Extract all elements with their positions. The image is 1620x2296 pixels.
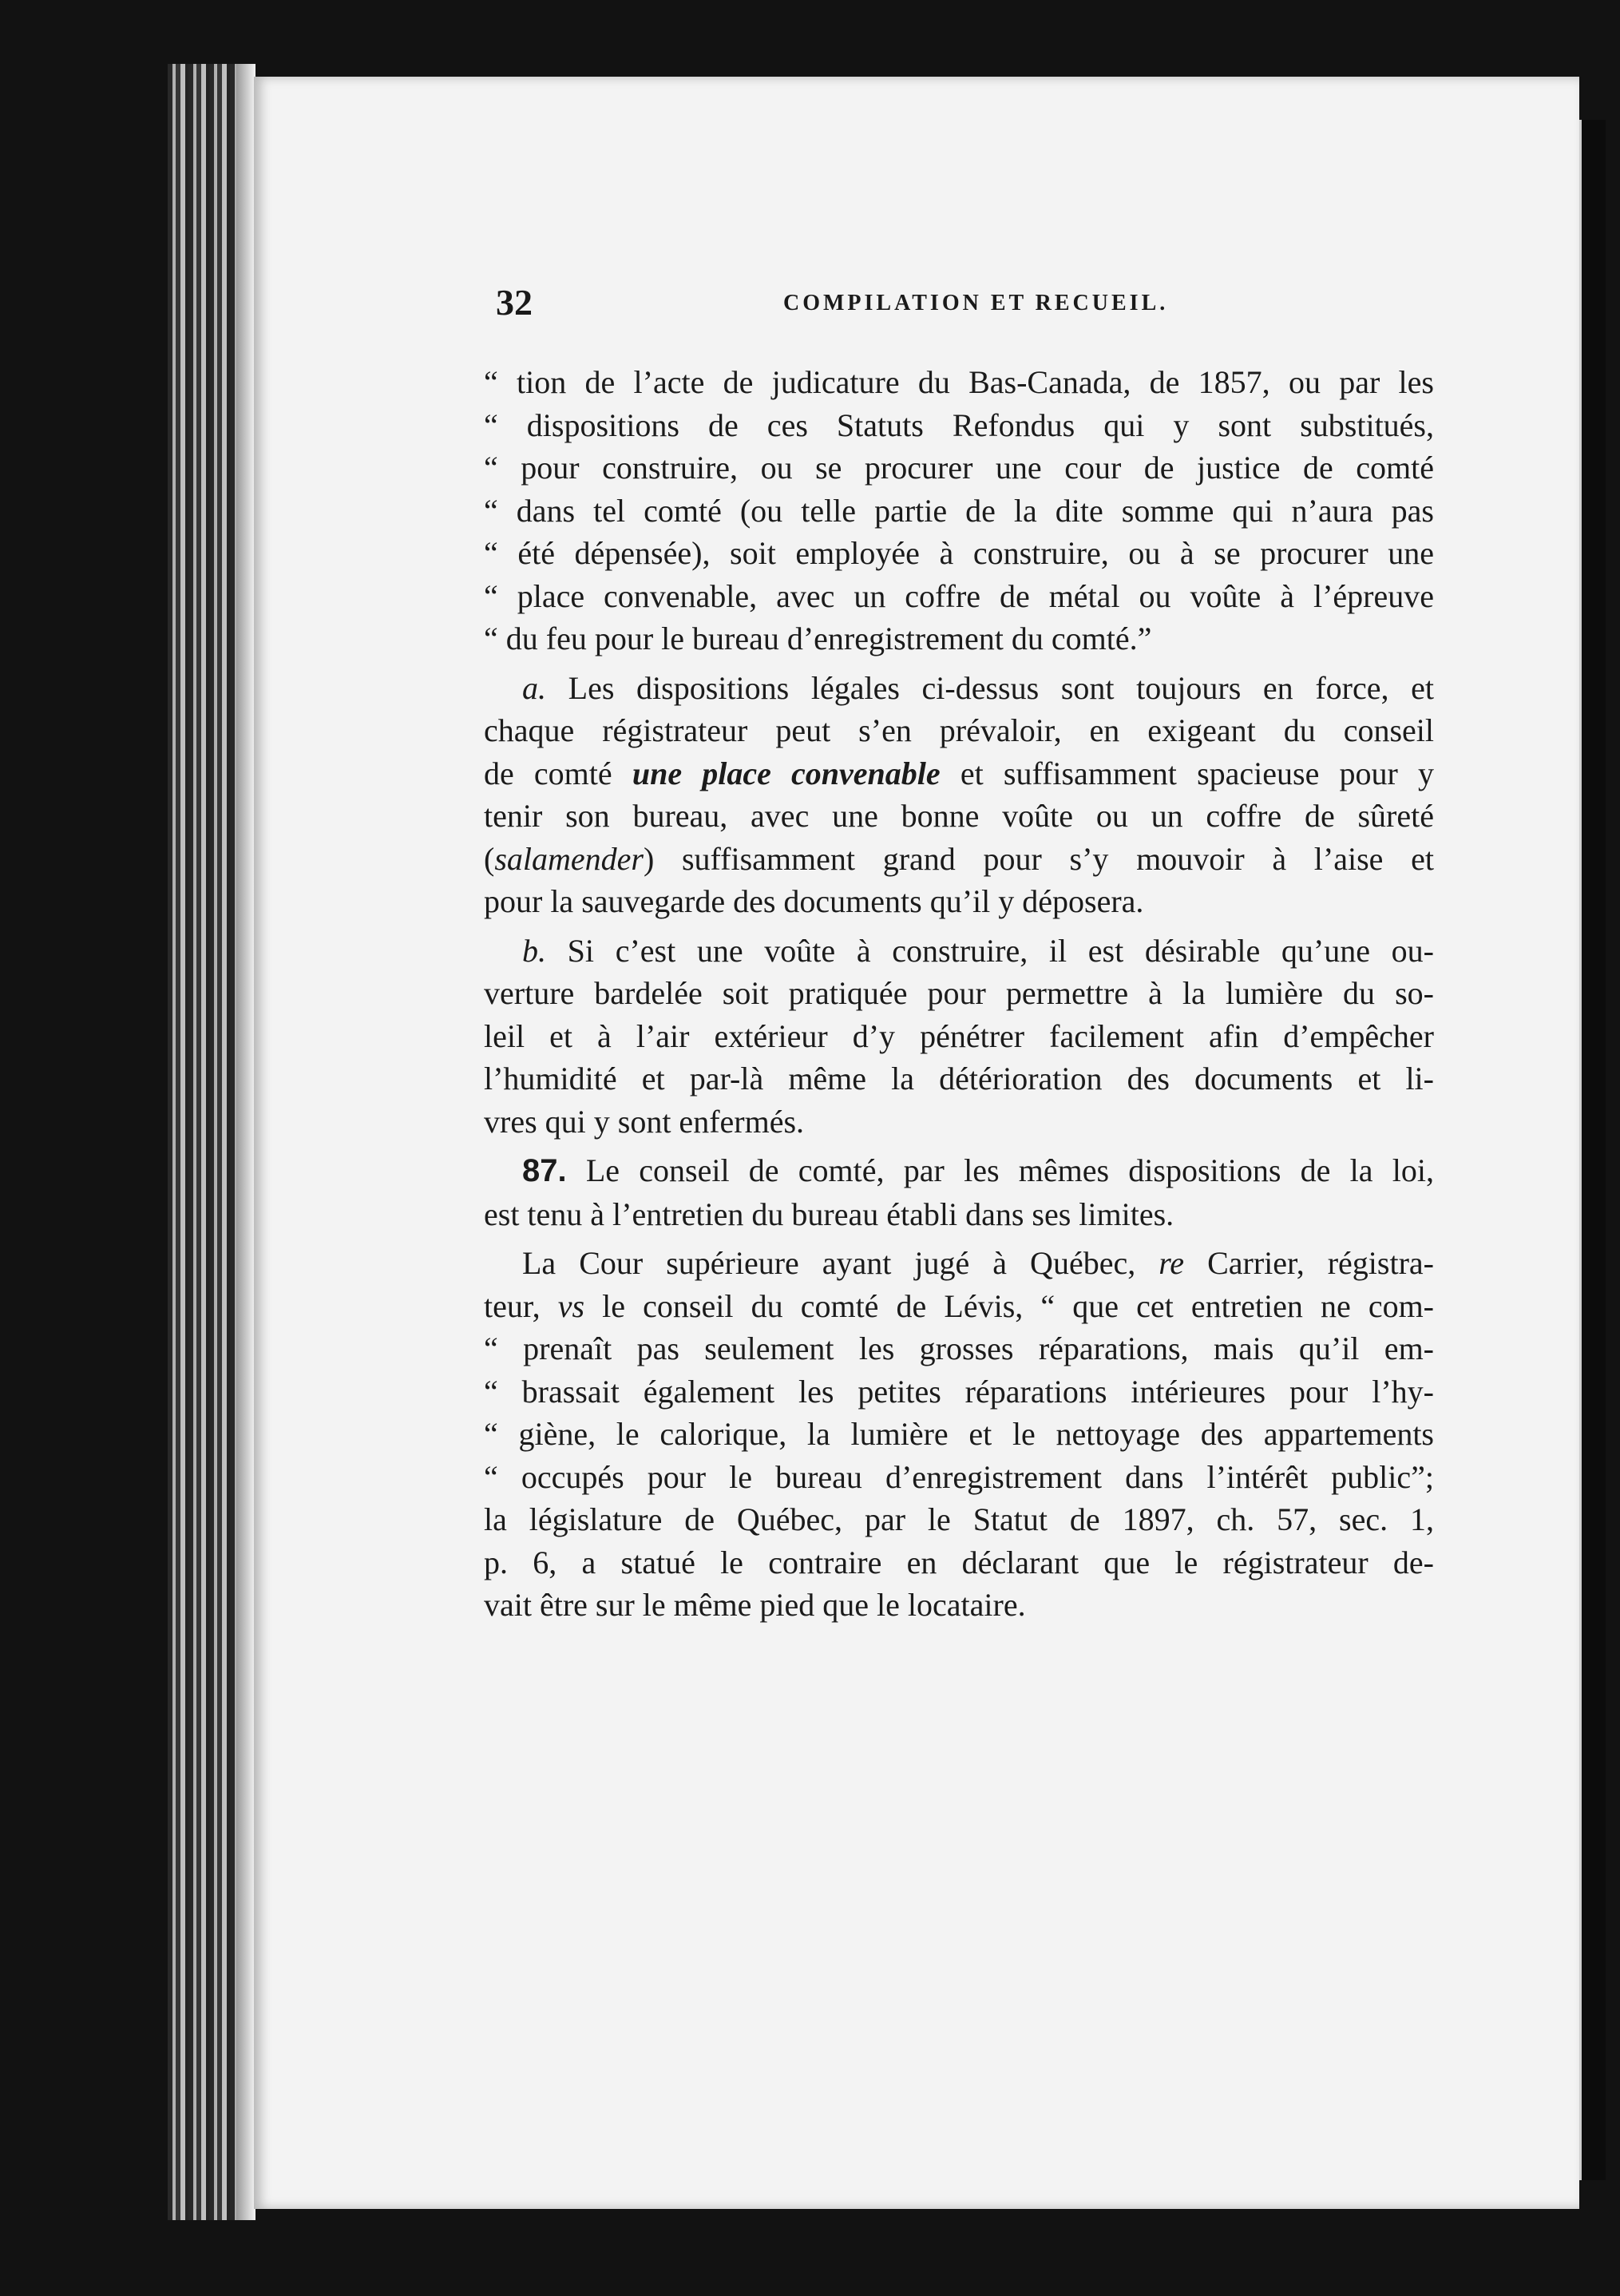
paragraph-court-decision (484, 1242, 1434, 1627)
text-span: La Cour supérieure ayant jugé à Québec, (522, 1245, 1159, 1281)
text-line: leil et à l’air extérieur d’y pénétrer facilement afin d’empêcher (484, 1017, 1434, 1054)
text-span: ( (484, 840, 495, 877)
text-line: “ occupés pour le bureau d’enregistrement dans l’intérêt public”; (484, 1458, 1434, 1495)
text-line (484, 752, 1434, 795)
text-span: Les dispositions légales ci-dessus sont toujours en force, et (546, 669, 1434, 706)
text-line: “ tion de l’acte de judicature du Bas-Canada, de 1857, ou par les (484, 364, 1434, 400)
text-line: chaque régistrateur peut s’en prévaloir, en exigeant du conseil (484, 712, 1434, 748)
text-line: “ prenaît pas seulement les grosses réparations, mais qu’il em- (484, 1330, 1434, 1366)
paragraph-label: a. (522, 669, 546, 706)
text-span: teur, (484, 1287, 558, 1324)
text-line (484, 1149, 1434, 1193)
text-span: Carrier, régistra- (1184, 1245, 1434, 1281)
italic-word: re (1159, 1245, 1185, 1281)
text-line: “ giène, le calorique, la lumière et le nettoyage des appartements (484, 1416, 1434, 1452)
text-span: de comté (484, 755, 632, 791)
text-line: pour la sauvegarde des documents qu’il y déposera. (484, 883, 1144, 919)
text-line: verture bardelée soit pratiquée pour permettre à la lumière du so- (484, 975, 1434, 1011)
section-number: 87. (522, 1153, 567, 1188)
text-line (484, 1285, 1434, 1328)
running-title: COMPILATION ET RECUEIL. (783, 291, 1169, 315)
right-page-edge (1579, 120, 1606, 2180)
text-span: ) suffisamment grand pour s’y mouvoir à l’aise et (643, 840, 1434, 877)
text-span: Le conseil de comté, par les mêmes dispositions de la loi, (566, 1152, 1434, 1188)
text-line (484, 838, 1434, 881)
text-line: “ dispositions de ces Statuts Refondus qui y sont substitués, (484, 406, 1434, 443)
page-number: 32 (496, 282, 533, 323)
section-87 (484, 1149, 1434, 1235)
italic-word: salamender (494, 840, 644, 877)
text-line (484, 667, 1434, 710)
text-line: “ du feu pour le bureau d’enregistrement du comté.” (484, 621, 1152, 656)
text-line: “ brassait également les petites réparations intérieures pour l’hy- (484, 1373, 1434, 1410)
text-line: la législature de Québec, par le Statut de 1897, ch. 57, sec. 1, (484, 1501, 1434, 1537)
text-line: tenir son bureau, avec une bonne voûte ou un coffre de sûreté (484, 798, 1434, 834)
text-span: et suffisamment spacieuse pour y (940, 755, 1434, 791)
italic-phrase: une place convenable (632, 755, 941, 791)
text-line: “ été dépensée), soit employée à construire, ou à se procurer une (484, 535, 1434, 571)
text-line: p. 6, a statué le contraire en déclarant que le régistrateur de- (484, 1544, 1434, 1580)
text-span: le conseil du comté de Lévis, “ que cet entretien ne com- (584, 1287, 1435, 1324)
text-line: est tenu à l’entretien du bureau établi dans ses limites. (484, 1196, 1174, 1232)
text-line: l’humidité et par-là même la détérioration des documents et li- (484, 1061, 1434, 1096)
text-span: Si c’est une voûte à construire, il est désirable qu’une ou- (546, 932, 1434, 969)
text-line: “ place convenable, avec un coffre de métal ou voûte à l’épreuve (484, 577, 1434, 614)
paragraph-quote (484, 361, 1434, 660)
page-header (496, 281, 1438, 329)
paragraph-b (484, 930, 1434, 1144)
paragraph-a (484, 667, 1434, 923)
text-line (484, 930, 1434, 973)
text-line: vres qui y sont enfermés. (484, 1103, 805, 1140)
italic-word: vs (557, 1287, 585, 1324)
paragraph-label: b. (522, 932, 546, 969)
text-line: “ dans tel comté (ou telle partie de la dite somme qui n’aura pas (484, 492, 1434, 529)
body-text (484, 361, 1434, 1627)
text-line: “ pour construire, ou se procurer une cour de justice de comté (484, 450, 1434, 486)
spine-edge (236, 64, 255, 2220)
text-line (484, 1242, 1434, 1285)
text-line: vait être sur le même pied que le locataire. (484, 1587, 1026, 1623)
